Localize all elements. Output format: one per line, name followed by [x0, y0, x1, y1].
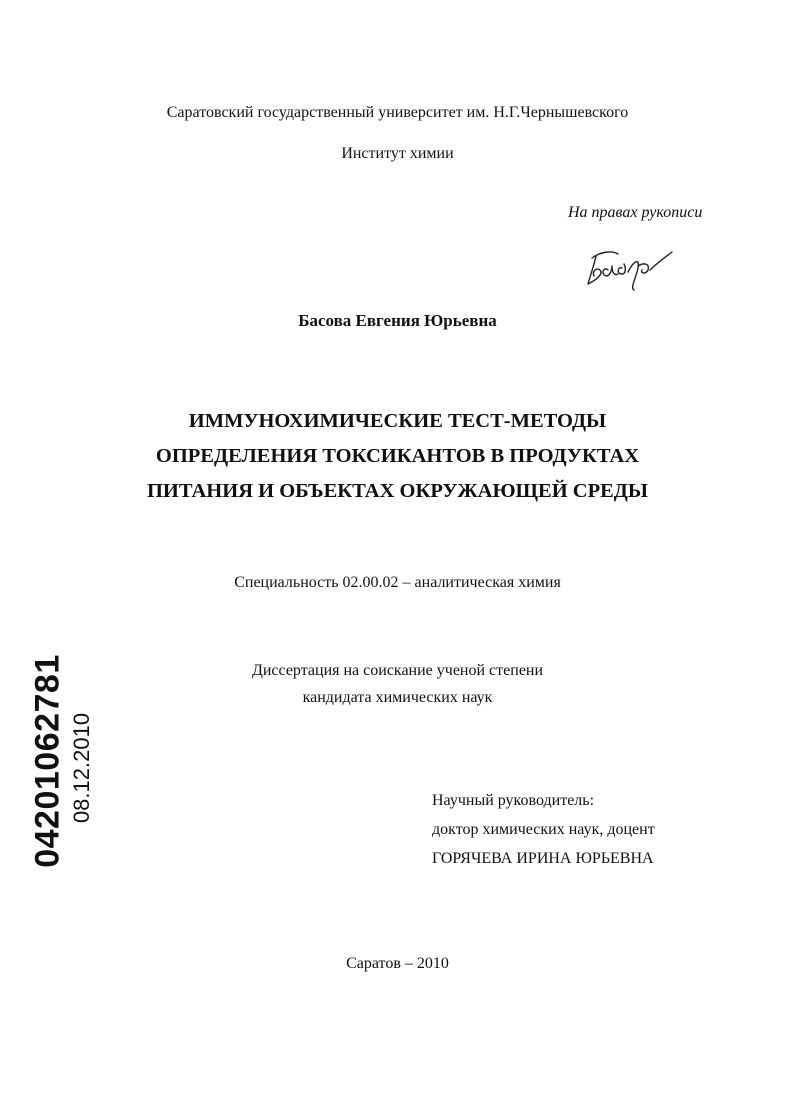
author-name: Басова Евгения Юрьевна	[298, 311, 497, 330]
dissertation-title	[0, 404, 795, 509]
author-signature	[578, 240, 678, 292]
degree-statement-line: Диссертация на соискание ученой степени	[251, 662, 544, 679]
degree-statement	[0, 657, 795, 711]
title-line: ОПРЕДЕЛЕНИЯ ТОКСИКАНТОВ В ПРОДУКТАХ	[155, 445, 640, 467]
stamp-number-text: 04201062781	[28, 654, 67, 868]
stamp-date	[68, 708, 96, 828]
library-stamp	[28, 650, 98, 872]
specialty: Специальность 02.00.02 – аналитическая химия	[234, 574, 561, 591]
supervisor-block	[432, 786, 655, 873]
stamp-number	[28, 650, 68, 872]
institute-name: Институт химии	[341, 145, 454, 162]
stamp-date-text: 08.12.2010	[69, 712, 94, 824]
supervisor-label: Научный руководитель:	[432, 792, 595, 809]
title-line: ПИТАНИЯ И ОБЪЕКТАХ ОКРУЖАЮЩЕЙ СРЕДЫ	[146, 480, 649, 502]
city-year: Саратов – 2010	[346, 955, 449, 972]
degree-statement-line: кандидата химических наук	[302, 689, 493, 706]
manuscript-rights-note: На правах рукописи	[568, 204, 703, 221]
supervisor-name: ГОРЯЧЕВА ИРИНА ЮРЬЕВНА	[432, 850, 654, 867]
title-line: ИММУНОХИМИЧЕСКИЕ ТЕСТ-МЕТОДЫ	[188, 410, 607, 432]
supervisor-degree: доктор химических наук, доцент	[432, 821, 655, 838]
university-name: Саратовский государственный университет им. Н.Г.Чернышевского	[166, 104, 629, 121]
